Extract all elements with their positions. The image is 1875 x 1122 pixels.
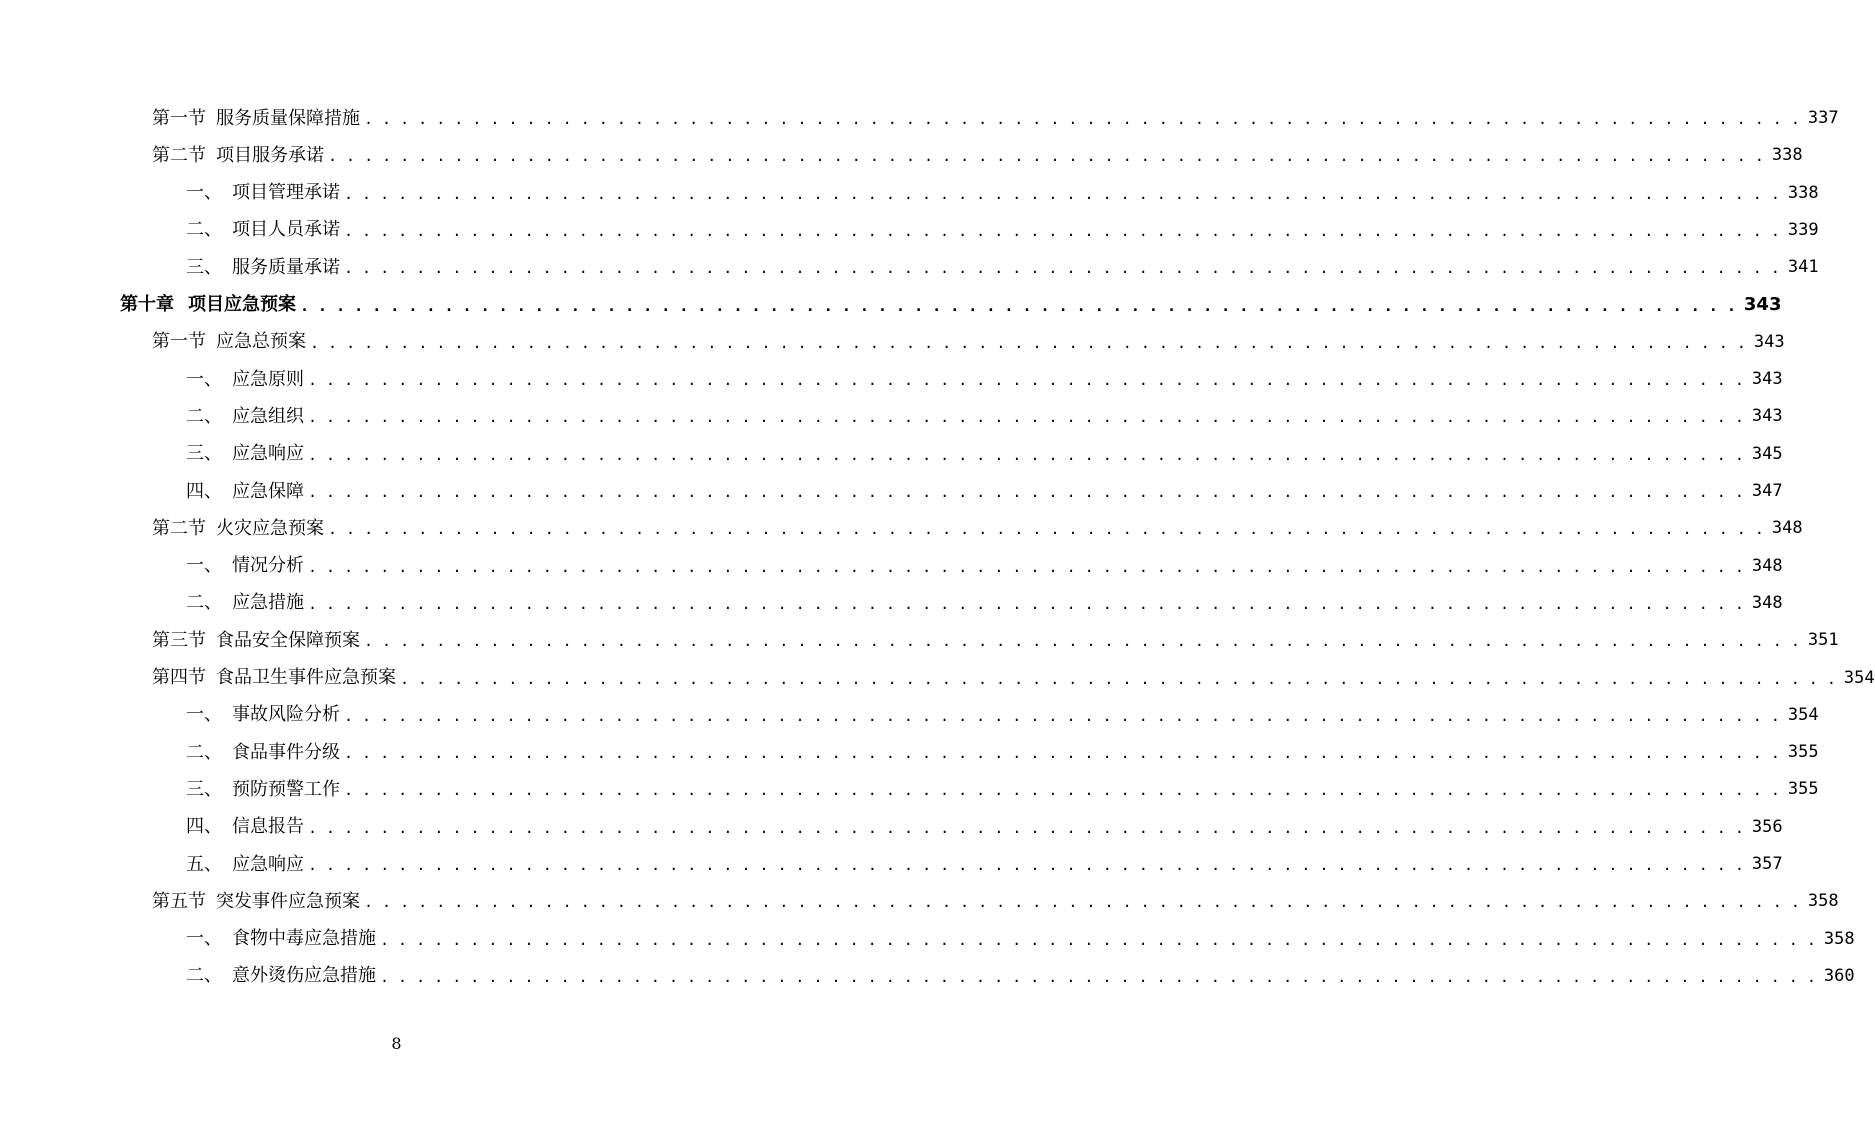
toc-entry-number: 二、 [186, 592, 222, 614]
toc-entry-page: 343 [1751, 406, 1783, 427]
dot-leader: . . . . . . . . . . . . . . . . . . . . . . . . . . . . . . . . . . . . . . . . . . . . . . . . . . . . . . . . . . . . . . . . . . . . . . . . . . . . . . . . [344, 221, 1780, 240]
toc-entry-number: 四、 [186, 816, 222, 838]
toc-entry[interactable] [186, 548, 1783, 585]
toc-entry-title: 食品事件分级 [232, 741, 340, 763]
dot-leader: . . . . . . . . . . . . . . . . . . . . . . . . . . . . . . . . . . . . . . . . . . . . . . . . . . . . . . . . . . . . . . . . . . . . . . . . . . . . . . . . [380, 930, 1816, 949]
toc-entry-title: 情况分析 [232, 555, 304, 577]
dot-leader: . . . . . . . . . . . . . . . . . . . . . . . . . . . . . . . . . . . . . . . . . . . . . . . . . . . . . . . . . . . . . . . . . . . . . . . . . . . . . . . . [308, 594, 1744, 613]
toc-entry-number: 一、 [186, 928, 222, 950]
toc-entry-title: 应急组织 [232, 405, 304, 427]
toc-entry-page: 360 [1823, 965, 1855, 986]
dot-leader: . . . . . . . . . . . . . . . . . . . . . . . . . . . . . . . . . . . . . . . . . . . . . . . . . . . . . . . . . . . . . . . . . . . . . . . . . . . . . . . . [328, 520, 1764, 539]
dot-leader: . . . . . . . . . . . . . . . . . . . . . . . . . . . . . . . . . . . . . . . . . . . . . . . . . . . . . . . . . . . . . . . . . . . . . . . . . . . . . . . . [344, 781, 1780, 800]
toc-entry-title: 应急保障 [232, 480, 304, 502]
toc-entry-number: 第二节 [152, 517, 206, 539]
toc-entry-page: 354 [1843, 667, 1875, 688]
toc-entry-page: 355 [1787, 779, 1819, 800]
toc-entry-number: 三、 [186, 256, 222, 278]
toc-entry-title: 应急总预案 [216, 331, 306, 353]
toc-entry-title: 意外烫伤应急措施 [232, 965, 376, 987]
toc-entry-title: 食品安全保障预案 [216, 629, 360, 651]
toc-entry[interactable] [152, 883, 1839, 920]
toc-entry-title: 项目应急预案 [188, 294, 296, 315]
toc-entry-page: 343 [1743, 294, 1782, 315]
dot-leader: . . . . . . . . . . . . . . . . . . . . . . . . . . . . . . . . . . . . . . . . . . . . . . . . . . . . . . . . . . . . . . . . . . . . . . . . . . . . . . . . [308, 557, 1744, 576]
toc-entry-number: 第十章 [120, 294, 174, 315]
dot-leader: . . . . . . . . . . . . . . . . . . . . . . . . . . . . . . . . . . . . . . . . . . . . . . . . . . . . . . . . . . . . . . . . . . . . . . . . . . . . . . . . [308, 445, 1744, 464]
toc-entry-title: 食品卫生事件应急预案 [216, 667, 396, 688]
toc-entry-page: 354 [1787, 704, 1819, 725]
dot-leader: . . . . . . . . . . . . . . . . . . . . . . . . . . . . . . . . . . . . . . . . . . . . . . . . . . . . . . . . . . . . . . . . . . . . . . . . . . . . . . . . [344, 706, 1780, 725]
toc-entry-page: 345 [1751, 443, 1783, 464]
dot-leader: . . . . . . . . . . . . . . . . . . . . . . . . . . . . . . . . . . . . . . . . . . . . . . . . . . . . . . . . . . . . . . . . . . . . . . . . . . . . . . . . [328, 147, 1764, 166]
toc-entry-number: 一、 [186, 555, 222, 577]
toc-entry-title: 项目人员承诺 [232, 219, 340, 241]
toc-entry-title: 应急响应 [232, 853, 304, 875]
toc-entry-page: 348 [1771, 518, 1803, 539]
dot-leader: . . . . . . . . . . . . . . . . . . . . . . . . . . . . . . . . . . . . . . . . . . . . . . . . . . . . . . . . . . . . . . . . . . . . . . . . . . . . . . . . [308, 818, 1744, 837]
toc-entry[interactable] [186, 921, 1855, 958]
toc-entry[interactable] [186, 398, 1783, 435]
toc-entry[interactable] [152, 137, 1803, 174]
toc-entry-number: 第三节 [152, 629, 206, 651]
toc-entry-number: 第二节 [152, 144, 206, 166]
toc-entry-title: 食物中毒应急措施 [232, 928, 376, 950]
toc-entry-title: 项目管理承诺 [232, 182, 340, 204]
toc-entry-number: 二、 [186, 219, 222, 241]
toc-entry-title: 突发事件应急预案 [216, 890, 360, 912]
toc-entry-number: 第一节 [152, 331, 206, 353]
toc-entry-page: 348 [1751, 555, 1783, 576]
toc-entry-title: 应急原则 [232, 368, 304, 390]
toc-entry[interactable] [186, 212, 1819, 249]
toc-entry[interactable] [152, 100, 1839, 137]
toc-entry-number: 第五节 [152, 890, 206, 912]
toc-entry-page: 343 [1753, 331, 1785, 352]
toc-entry[interactable] [186, 958, 1855, 995]
toc-entry[interactable] [186, 473, 1783, 510]
toc-entry-page: 337 [1807, 108, 1839, 128]
dot-leader: . . . . . . . . . . . . . . . . . . . . . . . . . . . . . . . . . . . . . . . . . . . . . . . . . . . . . . . . . . . . . . . . . . . . . . . . . . . . . . . . [400, 669, 1836, 688]
toc-chapter-entry[interactable] [120, 287, 1782, 324]
toc-entry[interactable] [186, 249, 1819, 286]
toc-entry-page: 358 [1807, 891, 1839, 912]
toc-entry-title: 项目服务承诺 [216, 144, 324, 166]
toc-entry[interactable] [152, 324, 1785, 361]
toc-entry-number: 一、 [186, 704, 222, 726]
toc-entry-number: 第四节 [152, 667, 206, 688]
toc-entry-title: 火灾应急预案 [216, 517, 324, 539]
toc-entry-title: 应急措施 [232, 592, 304, 614]
toc-entry-number: 五、 [186, 853, 222, 875]
dot-leader: . . . . . . . . . . . . . . . . . . . . . . . . . . . . . . . . . . . . . . . . . . . . . . . . . . . . . . . . . . . . . . . . . . . . . . . . . . . . . . . . [308, 856, 1744, 874]
toc-entry-page: 341 [1787, 257, 1819, 278]
toc-entry[interactable] [186, 734, 1819, 771]
toc-entry-page: 351 [1807, 630, 1839, 651]
toc-entry[interactable] [186, 361, 1783, 398]
toc-entry-page: 356 [1751, 816, 1783, 837]
toc-entry[interactable] [152, 660, 1875, 697]
toc-entry-page: 358 [1823, 928, 1855, 949]
toc-entry[interactable] [152, 510, 1803, 547]
dot-leader: . . . . . . . . . . . . . . . . . . . . . . . . . . . . . . . . . . . . . . . . . . . . . . . . . . . . . . . . . . . . . . . . . . . . . . . . . . . . . . . . [364, 632, 1800, 651]
toc-entry-title: 信息报告 [232, 816, 304, 838]
toc-entry[interactable] [152, 622, 1839, 659]
dot-leader: . . . . . . . . . . . . . . . . . . . . . . . . . . . . . . . . . . . . . . . . . . . . . . . . . . . . . . . . . . . . . . . . . . . . . . . . . . . . . . . . [380, 967, 1816, 986]
toc-entry-page: 347 [1751, 481, 1783, 501]
toc-entry-page: 355 [1787, 742, 1819, 763]
dot-leader: . . . . . . . . . . . . . . . . . . . . . . . . . . . . . . . . . . . . . . . . . . . . . . . . . . . . . . . . . . . . . . . . . . . . . . . . . . . . . . . . [300, 296, 1736, 315]
toc-entry[interactable] [186, 175, 1819, 212]
toc-entry-page: 339 [1787, 219, 1819, 240]
toc-entry-number: 一、 [186, 368, 222, 390]
toc-entry[interactable] [186, 585, 1783, 622]
dot-leader: . . . . . . . . . . . . . . . . . . . . . . . . . . . . . . . . . . . . . . . . . . . . . . . . . . . . . . . . . . . . . . . . . . . . . . . . . . . . . . . . [364, 893, 1800, 912]
dot-leader: . . . . . . . . . . . . . . . . . . . . . . . . . . . . . . . . . . . . . . . . . . . . . . . . . . . . . . . . . . . . . . . . . . . . . . . . . . . . . . . . [344, 184, 1780, 203]
dot-leader: . . . . . . . . . . . . . . . . . . . . . . . . . . . . . . . . . . . . . . . . . . . . . . . . . . . . . . . . . . . . . . . . . . . . . . . . . . . . . . . . [344, 744, 1780, 763]
toc-entry-number: 四、 [186, 480, 222, 502]
toc-entry-number: 三、 [186, 778, 222, 800]
dot-leader: . . . . . . . . . . . . . . . . . . . . . . . . . . . . . . . . . . . . . . . . . . . . . . . . . . . . . . . . . . . . . . . . . . . . . . . . . . . . . . . . [308, 483, 1744, 501]
toc-entry-number: 二、 [186, 741, 222, 763]
dot-leader: . . . . . . . . . . . . . . . . . . . . . . . . . . . . . . . . . . . . . . . . . . . . . . . . . . . . . . . . . . . . . . . . . . . . . . . . . . . . . . . . [344, 259, 1780, 278]
toc-entry-number: 一、 [186, 182, 222, 204]
toc-entry[interactable] [186, 809, 1783, 846]
toc-entry-title: 事故风险分析 [232, 704, 340, 726]
toc-entry-number: 二、 [186, 965, 222, 987]
toc-entry-page: 343 [1751, 369, 1783, 390]
toc-entry[interactable] [186, 771, 1819, 808]
dot-leader: . . . . . . . . . . . . . . . . . . . . . . . . . . . . . . . . . . . . . . . . . . . . . . . . . . . . . . . . . . . . . . . . . . . . . . . . . . . . . . . . [364, 110, 1800, 128]
toc-entry-page: 348 [1751, 592, 1783, 613]
toc-entry-title: 预防预警工作 [232, 778, 340, 800]
toc-entry-title: 应急响应 [232, 443, 304, 465]
toc-entry[interactable] [186, 697, 1819, 734]
toc-entry[interactable] [186, 436, 1783, 473]
toc-entry-page: 357 [1751, 854, 1783, 874]
toc-entry-number: 第一节 [152, 107, 206, 129]
toc-entry-number: 三、 [186, 443, 222, 465]
toc-entry-title: 服务质量保障措施 [216, 107, 360, 129]
page-number: 8 [391, 1034, 402, 1053]
dot-leader: . . . . . . . . . . . . . . . . . . . . . . . . . . . . . . . . . . . . . . . . . . . . . . . . . . . . . . . . . . . . . . . . . . . . . . . . . . . . . . . . [308, 371, 1744, 390]
toc-entry-number: 二、 [186, 405, 222, 427]
toc-entry-page: 338 [1771, 145, 1803, 166]
dot-leader: . . . . . . . . . . . . . . . . . . . . . . . . . . . . . . . . . . . . . . . . . . . . . . . . . . . . . . . . . . . . . . . . . . . . . . . . . . . . . . . . [308, 408, 1744, 427]
toc-entry[interactable] [186, 846, 1783, 883]
toc-entry-page: 338 [1787, 182, 1819, 203]
dot-leader: . . . . . . . . . . . . . . . . . . . . . . . . . . . . . . . . . . . . . . . . . . . . . . . . . . . . . . . . . . . . . . . . . . . . . . . . . . . . . . . . [310, 333, 1746, 352]
toc-entry-title: 服务质量承诺 [232, 256, 340, 278]
